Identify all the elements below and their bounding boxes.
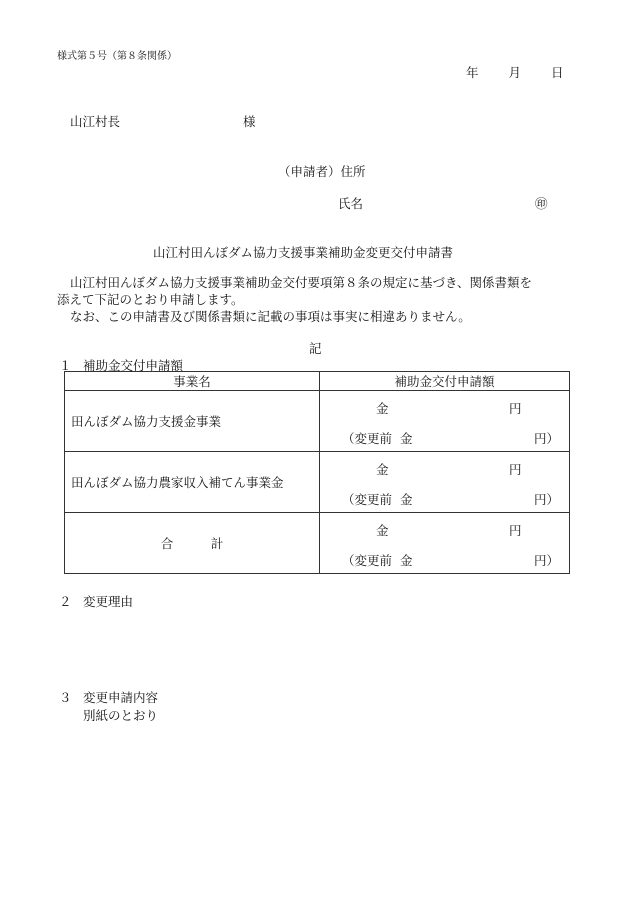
date-line <box>466 63 564 81</box>
before-yen-label: 円） <box>534 553 560 568</box>
table-row <box>65 391 570 452</box>
addressee-name: 山江村長 <box>70 114 121 129</box>
body-line-3: なお、この申請書及び関係書類に記載の事項は事実に相違ありません。 <box>70 309 471 324</box>
kin-label: 金 <box>376 401 389 416</box>
date-day: 日 <box>551 65 564 80</box>
kin-label: 金 <box>376 523 389 538</box>
table-header-row <box>65 372 570 391</box>
table-row <box>65 452 570 513</box>
before-change-label: （変更前 <box>342 492 393 507</box>
before-yen-label: 円） <box>534 431 560 446</box>
header-project-name: 事業名 <box>65 372 320 391</box>
before-kin-label: 金 <box>400 431 413 446</box>
table-row-total <box>65 513 570 574</box>
section2-number: ２ <box>59 594 72 609</box>
addressee-honorific: 様 <box>243 114 256 129</box>
before-change-label: （変更前 <box>342 553 393 568</box>
before-kin-label: 金 <box>400 492 413 507</box>
section3-number: ３ <box>59 690 72 705</box>
grant-amount-table <box>64 371 570 574</box>
kin-label: 金 <box>376 462 389 477</box>
document-title: 山江村田んぼダム協力支援事業補助金変更交付申請書 <box>153 245 454 260</box>
header-amount: 補助金交付申請額 <box>320 372 570 391</box>
amount-cell <box>320 391 570 452</box>
project-name-cell: 田んぼダム協力支援金事業 <box>65 391 320 452</box>
seal-mark: ㊞ <box>535 196 548 211</box>
amount-cell <box>320 452 570 513</box>
date-year: 年 <box>466 65 479 80</box>
yen-label: 円 <box>509 462 522 477</box>
ki-heading: 記 <box>309 341 322 356</box>
before-change-label: （変更前 <box>342 431 393 446</box>
body-line-2: 添えて下記のとおり申請します。 <box>57 292 244 307</box>
section1-title: 補助金交付申請額 <box>83 358 184 373</box>
applicant-name-label: 氏名 <box>338 196 364 211</box>
date-month: 月 <box>508 65 522 80</box>
section1-number: １ <box>59 358 72 373</box>
section3-title: 変更申請内容 <box>83 690 159 705</box>
section3-note: 別紙のとおり <box>83 708 159 723</box>
project-name-cell: 田んぼダム協力農家収入補てん事業金 <box>65 452 320 513</box>
before-yen-label: 円） <box>534 492 560 507</box>
amount-cell <box>320 513 570 574</box>
body-line-1: 山江村田んぼダム協力支援事業補助金交付要項第８条の規定に基づき、関係書類を <box>70 275 533 290</box>
yen-label: 円 <box>509 523 522 538</box>
applicant-address-label: （申請者）住所 <box>278 164 366 179</box>
before-kin-label: 金 <box>400 553 413 568</box>
section2-title: 変更理由 <box>83 594 134 609</box>
yen-label: 円 <box>509 401 522 416</box>
total-label-cell: 合 計 <box>65 513 320 574</box>
form-number: 様式第５号（第８条関係） <box>57 51 177 62</box>
